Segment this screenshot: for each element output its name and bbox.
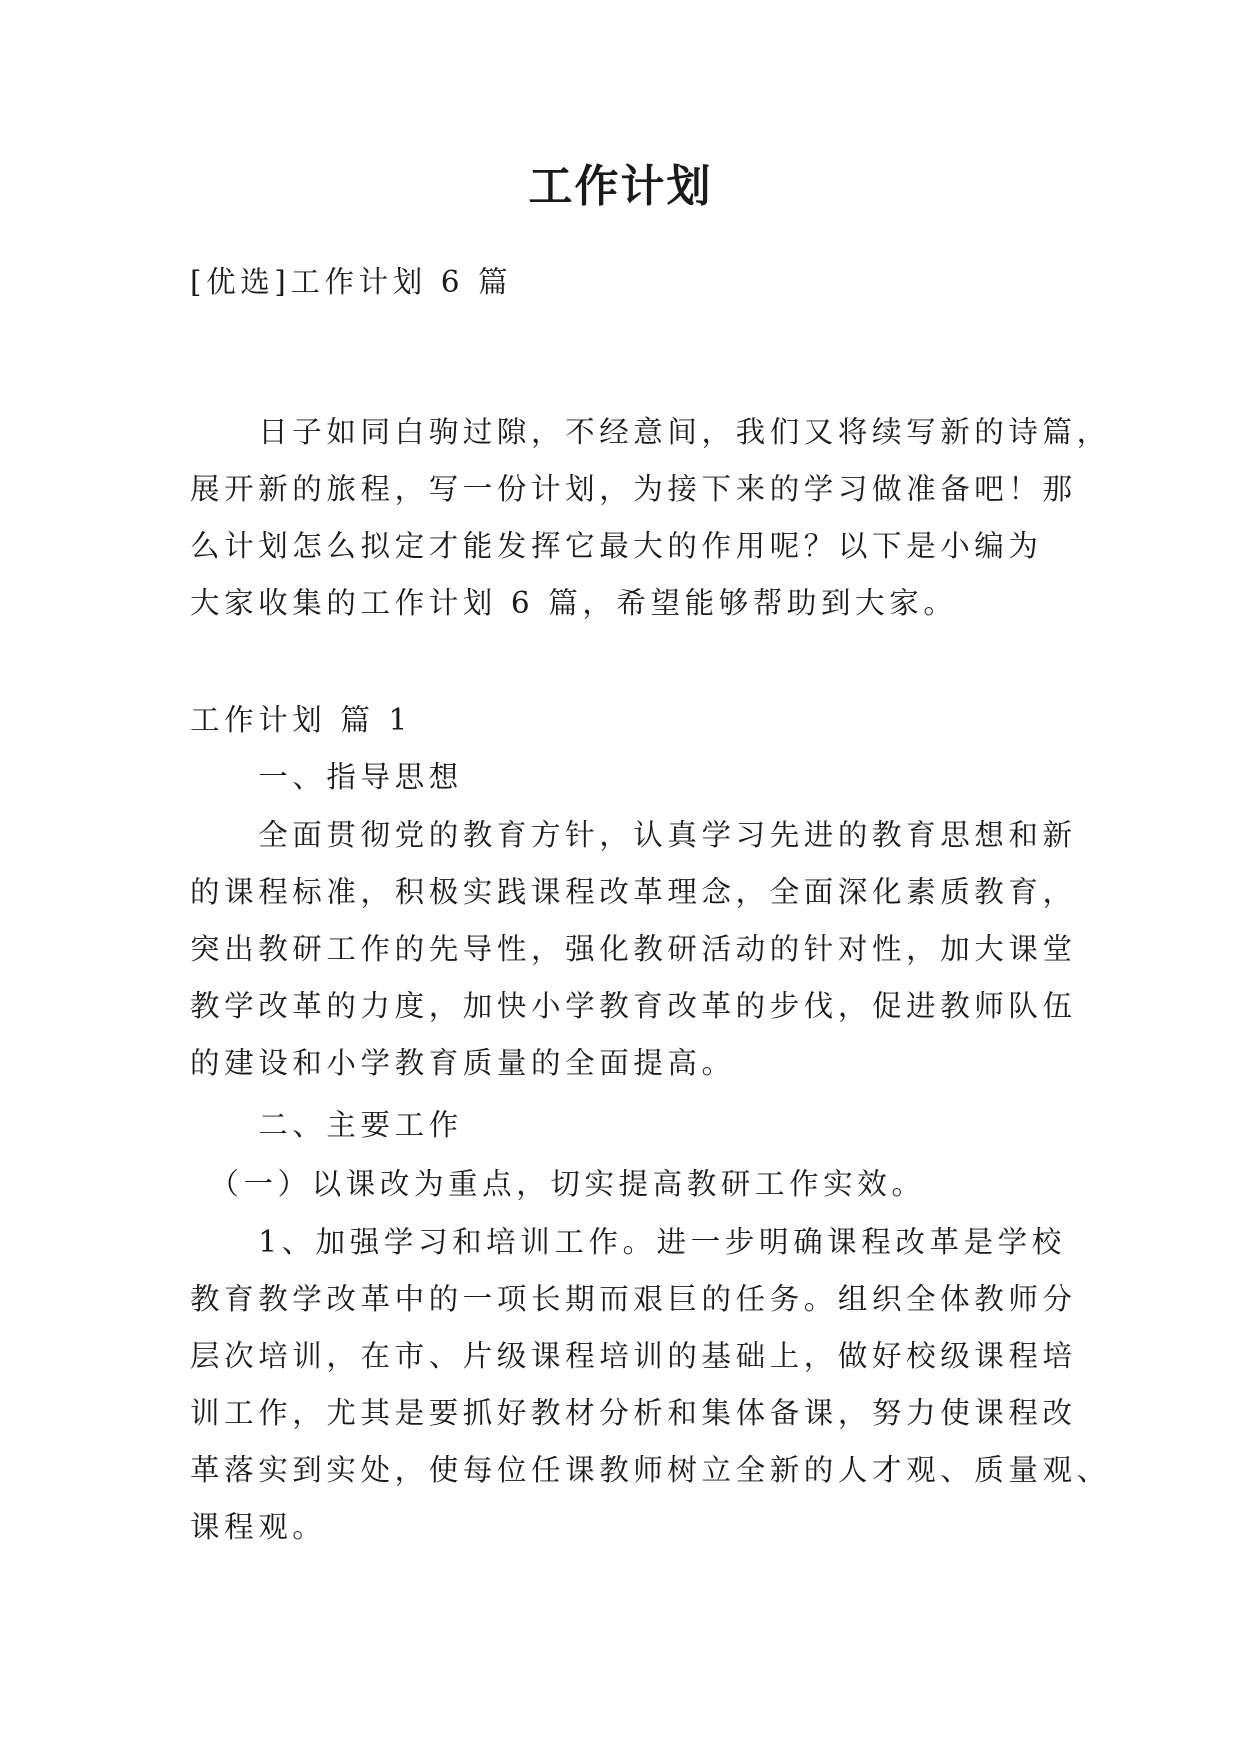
paragraph-line: 1、加强学习和培训工作。进一步明确课程改革是学校 — [190, 1225, 1066, 1259]
paragraph-line: 训工作，尤其是要抓好教材分析和集体备课，努力使课程改 — [190, 1396, 1077, 1430]
paragraph-line: 的课程标准，积极实践课程改革理念，全面深化素质教育， — [190, 875, 1077, 909]
paragraph-line: 的建设和小学教育质量的全面提高。 — [190, 1046, 736, 1080]
section-heading: 工作计划 篇 1 — [190, 703, 412, 737]
paragraph-line: 全面贯彻党的教育方针，认真学习先进的教育思想和新 — [190, 818, 1077, 852]
paragraph-line: 教学改革的力度，加快小学教育改革的步伐，促进教师队伍 — [190, 989, 1077, 1023]
heading-guiding-ideology: 一、指导思想 — [190, 760, 463, 794]
paragraph-line: 教育教学改革中的一项长期而艰巨的任务。组织全体教师分 — [190, 1282, 1077, 1316]
document-title: 工作计划 — [528, 161, 713, 212]
paragraph-line: 课程观。 — [190, 1510, 327, 1544]
intro-line: 么计划怎么拟定才能发挥它最大的作用呢？以下是小编为 — [190, 529, 1043, 563]
intro-line: 大家收集的工作计划 6 篇，希望能够帮助到大家。 — [190, 586, 958, 620]
intro-line: 日子如同白驹过隙，不经意间，我们又将续写新的诗篇， — [190, 415, 1111, 449]
paragraph-line: 革落实到实处，使每位任课教师树立全新的人才观、质量观、 — [190, 1453, 1111, 1487]
intro-line: 展开新的旅程，写一份计划，为接下来的学习做准备吧！那 — [190, 472, 1077, 506]
paragraph-line: 突出教研工作的先导性，强化教研活动的针对性，加大课堂 — [190, 932, 1077, 966]
document-subtitle: [优选]工作计划 6 篇 — [190, 265, 513, 299]
sub-heading: （一）以课改为重点，切实提高教研工作实效。 — [190, 1167, 926, 1201]
paragraph-line: 层次培训，在市、片级课程培训的基础上，做好校级课程培 — [190, 1339, 1077, 1373]
heading-main-work: 二、主要工作 — [190, 1108, 463, 1142]
